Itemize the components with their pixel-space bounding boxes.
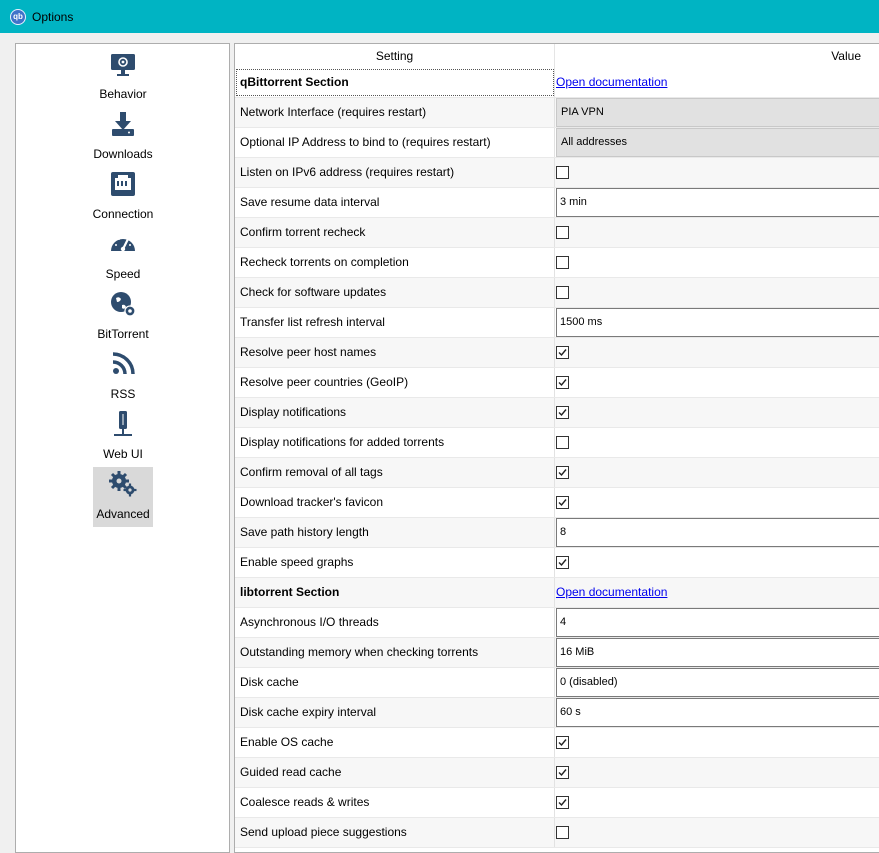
nav-label: Downloads: [93, 147, 153, 161]
value-combobox[interactable]: All addresses: [556, 128, 879, 157]
nav-label: Advanced: [96, 507, 150, 521]
setting-label: Recheck torrents on completion: [235, 248, 555, 277]
setting-label: Disk cache: [235, 668, 555, 697]
checkmark-icon: [558, 348, 567, 357]
setting-value-cell: [555, 188, 879, 217]
setting-value-cell: [555, 248, 879, 277]
table-row[interactable]: [235, 458, 879, 488]
setting-label: Save path history length: [235, 518, 555, 547]
setting-value-cell: [555, 128, 879, 157]
table-row[interactable]: [235, 488, 879, 518]
table-row[interactable]: [235, 638, 879, 668]
gears-icon: [108, 469, 138, 499]
setting-value-cell: [555, 578, 879, 607]
setting-value-cell: [555, 818, 879, 847]
value-spinbox[interactable]: 1500 ms: [556, 308, 879, 337]
table-row[interactable]: [235, 338, 879, 368]
setting-value-cell: [555, 548, 879, 577]
setting-label: Download tracker's favicon: [235, 488, 555, 517]
nav-item-downloads[interactable]: [93, 107, 153, 167]
nav-label: Speed: [105, 267, 141, 281]
table-header: [235, 44, 879, 68]
table-row[interactable]: [235, 818, 879, 848]
setting-label: Listen on IPv6 address (requires restart): [235, 158, 555, 187]
setting-label: Disk cache expiry interval: [235, 698, 555, 727]
setting-label: Guided read cache: [235, 758, 555, 787]
table-row[interactable]: [235, 308, 879, 338]
table-row[interactable]: [235, 248, 879, 278]
setting-label: Transfer list refresh interval: [235, 308, 555, 337]
setting-label: Confirm removal of all tags: [235, 458, 555, 487]
column-header-value[interactable]: Value: [831, 49, 861, 63]
table-row[interactable]: [235, 788, 879, 818]
checkbox-unchecked[interactable]: [556, 226, 569, 239]
checkbox-checked[interactable]: [556, 736, 569, 749]
nav-label: RSS: [110, 387, 136, 401]
checkmark-icon: [558, 378, 567, 387]
speedometer-icon: [108, 229, 138, 259]
column-header-setting[interactable]: Setting: [235, 44, 555, 68]
web-ui-icon: [108, 409, 138, 439]
checkbox-checked[interactable]: [556, 346, 569, 359]
checkbox-unchecked[interactable]: [556, 286, 569, 299]
checkmark-icon: [558, 408, 567, 417]
table-row[interactable]: [235, 158, 879, 188]
value-combobox[interactable]: PIA VPN: [556, 98, 879, 127]
setting-label: Network Interface (requires restart): [235, 98, 555, 127]
nav-item-bittorrent[interactable]: [93, 287, 153, 347]
setting-value-cell: [555, 638, 879, 667]
checkbox-unchecked[interactable]: [556, 256, 569, 269]
checkbox-checked[interactable]: [556, 406, 569, 419]
setting-label: Coalesce reads & writes: [235, 788, 555, 817]
value-spinbox[interactable]: 4: [556, 608, 879, 637]
setting-value-cell: [555, 338, 879, 367]
setting-label: Check for software updates: [235, 278, 555, 307]
nav-item-rss[interactable]: [93, 347, 153, 407]
setting-value-cell: [555, 98, 879, 127]
setting-value-cell: [555, 488, 879, 517]
nav-label: Connection: [92, 207, 154, 221]
rss-icon: [108, 349, 138, 379]
advanced-settings-table[interactable]: [234, 43, 879, 853]
open-documentation-link[interactable]: Open documentation: [556, 585, 668, 599]
setting-label: Optional IP Address to bind to (requires restart): [235, 128, 555, 157]
table-row[interactable]: [235, 668, 879, 698]
table-row[interactable]: [235, 518, 879, 548]
checkbox-checked[interactable]: [556, 496, 569, 509]
table-row[interactable]: [235, 548, 879, 578]
checkbox-unchecked[interactable]: [556, 166, 569, 179]
setting-value-cell: [555, 788, 879, 817]
section-row[interactable]: [235, 578, 879, 608]
setting-value-cell: [555, 668, 879, 697]
table-row[interactable]: [235, 218, 879, 248]
checkmark-icon: [558, 768, 567, 777]
window-title: Options: [32, 9, 74, 24]
checkmark-icon: [558, 558, 567, 567]
table-row[interactable]: [235, 188, 879, 218]
setting-value-cell: [555, 698, 879, 727]
checkbox-checked[interactable]: [556, 376, 569, 389]
checkbox-checked[interactable]: [556, 796, 569, 809]
setting-label: qBittorrent Section: [235, 68, 555, 97]
nav-label: BitTorrent: [97, 327, 149, 341]
table-row[interactable]: [235, 698, 879, 728]
table-row[interactable]: [235, 278, 879, 308]
checkbox-checked[interactable]: [556, 556, 569, 569]
value-spinbox[interactable]: 8: [556, 518, 879, 547]
settings-rows: [235, 68, 879, 848]
qbittorrent-app-icon: qb: [10, 9, 26, 25]
options-category-sidebar: [15, 43, 230, 853]
setting-value-cell: [555, 278, 879, 307]
setting-value-cell: [555, 218, 879, 247]
value-spinbox[interactable]: 60 s: [556, 698, 879, 727]
setting-label: Send upload piece suggestions: [235, 818, 555, 847]
setting-label: Outstanding memory when checking torrents: [235, 638, 555, 667]
nav-label: Behavior: [99, 87, 147, 101]
nav-item-speed[interactable]: [93, 227, 153, 287]
section-row[interactable]: [235, 68, 879, 98]
setting-label: Enable speed graphs: [235, 548, 555, 577]
nav-item-connection[interactable]: [93, 167, 153, 227]
monitor-icon: [108, 49, 138, 79]
checkbox-unchecked[interactable]: [556, 436, 569, 449]
title-bar[interactable]: [0, 0, 879, 33]
nav-item-webui[interactable]: [93, 407, 153, 467]
table-row[interactable]: [235, 608, 879, 638]
checkbox-checked[interactable]: [556, 466, 569, 479]
checkbox-unchecked[interactable]: [556, 826, 569, 839]
table-row[interactable]: [235, 758, 879, 788]
setting-label: Resolve peer countries (GeoIP): [235, 368, 555, 397]
setting-value-cell: [555, 458, 879, 487]
setting-value-cell: [555, 728, 879, 757]
setting-value-cell: [555, 428, 879, 457]
setting-value-cell: [555, 758, 879, 787]
setting-label: Display notifications: [235, 398, 555, 427]
table-row[interactable]: [235, 368, 879, 398]
checkmark-icon: [558, 498, 567, 507]
open-documentation-link[interactable]: Open documentation: [556, 75, 668, 89]
checkmark-icon: [558, 468, 567, 477]
network-port-icon: [108, 169, 138, 199]
checkmark-icon: [558, 798, 567, 807]
checkmark-icon: [558, 738, 567, 747]
setting-value-cell: [555, 308, 879, 337]
table-row[interactable]: [235, 128, 879, 158]
download-icon: [108, 109, 138, 139]
setting-label: Save resume data interval: [235, 188, 555, 217]
setting-label: Confirm torrent recheck: [235, 218, 555, 247]
table-row[interactable]: [235, 728, 879, 758]
value-spinbox[interactable]: 0 (disabled): [556, 668, 879, 697]
nav-item-advanced[interactable]: [93, 467, 153, 527]
globe-gear-icon: [108, 289, 138, 319]
table-row[interactable]: [235, 398, 879, 428]
setting-value-cell: [555, 368, 879, 397]
setting-value-cell: [555, 398, 879, 427]
setting-label: Asynchronous I/O threads: [235, 608, 555, 637]
setting-value-cell: [555, 518, 879, 547]
nav-label: Web UI: [103, 447, 143, 461]
table-row[interactable]: [235, 428, 879, 458]
setting-label: Resolve peer host names: [235, 338, 555, 367]
checkbox-checked[interactable]: [556, 766, 569, 779]
setting-value-cell: [555, 68, 879, 97]
table-row[interactable]: [235, 98, 879, 128]
value-spinbox[interactable]: 16 MiB: [556, 638, 879, 667]
setting-value-cell: [555, 608, 879, 637]
value-spinbox[interactable]: 3 min: [556, 188, 879, 217]
setting-label: libtorrent Section: [235, 578, 555, 607]
setting-value-cell: [555, 158, 879, 187]
nav-item-behavior[interactable]: [93, 47, 153, 107]
setting-label: Enable OS cache: [235, 728, 555, 757]
setting-label: Display notifications for added torrents: [235, 428, 555, 457]
